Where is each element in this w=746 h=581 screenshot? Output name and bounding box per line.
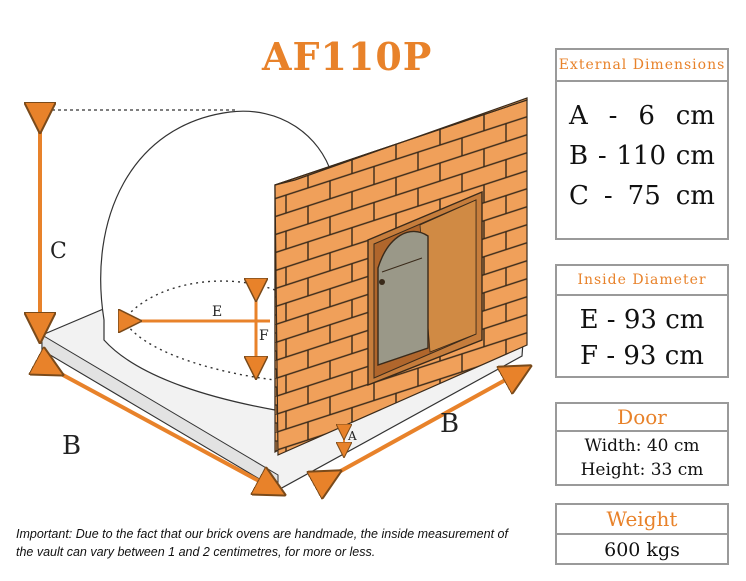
dimension-letter: A [569, 101, 588, 131]
important-note: Important: Due to the fact that our brick ovens are handmade, the inside measurement of the vault can vary between 1 and 2 centimetres, for more or less. [16, 527, 508, 559]
label-f: F [259, 328, 269, 344]
external-dimensions-box [555, 48, 729, 240]
inside-row-e: E - 93 cm [579, 305, 705, 335]
weight-box [555, 503, 729, 565]
label-c: C [50, 239, 67, 264]
label-e: E [212, 304, 223, 320]
dimension-unit: cm [675, 181, 715, 211]
inside-diameter-box [555, 264, 729, 378]
dimension-value: 75 [627, 181, 661, 211]
door-width: Width: 40 cm [584, 436, 700, 456]
dimension-letter: C [569, 181, 589, 211]
label-b-right: B [440, 409, 460, 439]
dimension-row-b [557, 136, 727, 176]
inside-row-f: F - 93 cm [580, 341, 704, 371]
external-dimensions-heading: External Dimensions [557, 50, 727, 82]
dimension-letter: B [569, 141, 589, 171]
dimension-value: 110 [616, 141, 667, 171]
dimension-unit: cm [675, 101, 715, 131]
door-box [555, 402, 729, 486]
door-panel [378, 231, 428, 365]
dimension-unit: cm [675, 141, 715, 171]
dimension-sep: - [597, 141, 607, 171]
dimension-row-a [557, 96, 727, 136]
weight-heading: Weight [557, 505, 727, 535]
dimension-sep: - [608, 101, 618, 131]
weight-value: 600 kgs [604, 539, 680, 561]
dimension-value: 6 [638, 101, 655, 131]
dimension-sep: - [603, 181, 613, 211]
dimension-row-c [557, 176, 727, 216]
label-a: A [348, 429, 357, 443]
door-heading: Door [557, 404, 727, 432]
label-b-left: B [62, 431, 82, 461]
inside-diameter-heading: Inside Diameter [557, 266, 727, 296]
door-height: Height: 33 cm [580, 460, 704, 480]
page-title: AF110P [262, 34, 433, 79]
